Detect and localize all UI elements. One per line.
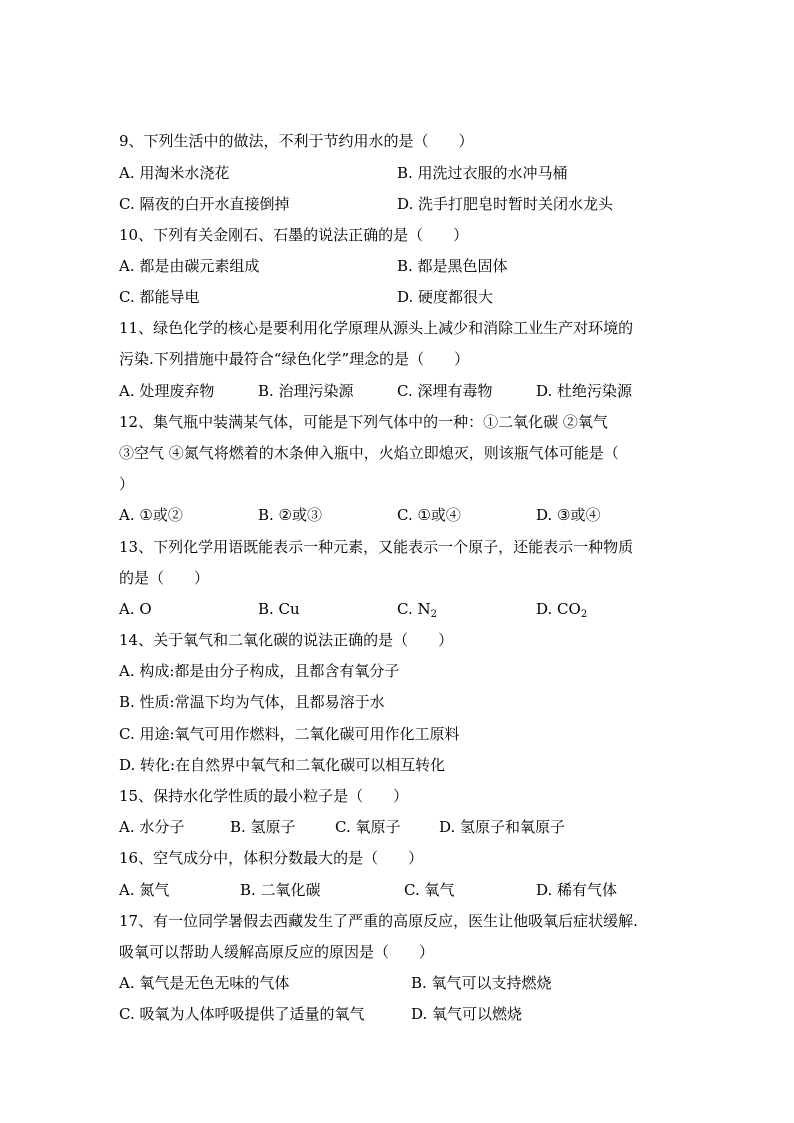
question-14-option-d: D. 转化:在自然界中氧气和二氧化碳可以相互转化	[119, 756, 446, 774]
question-10-option-b: B. 都是黑色固体	[397, 257, 508, 275]
question-16-stem: 16、空气成分中，体积分数最大的是（ ）	[119, 849, 424, 867]
question-14-option-c: C. 用途:氧气可用作燃料，二氧化碳可用作化工原料	[119, 725, 460, 743]
question-10-option-c: C. 都能导电	[119, 288, 200, 306]
question-10-stem: 10、下列有关金刚石、石墨的说法正确的是（ ）	[119, 226, 469, 244]
question-11-option-d: D. 杜绝污染源	[536, 382, 633, 400]
question-11-stem-line-2: 污染.下列措施中最符合“绿色化学”理念的是（ ）	[119, 350, 470, 368]
question-17-option-c: C. 吸氧为人体呼吸提供了适量的氧气	[119, 1005, 365, 1023]
question-12-stem-line-2: ③空气 ④氮气将燃着的木条伸入瓶中，火焰立即熄灭，则该瓶气体可能是（	[119, 444, 619, 462]
question-9-option-c: C. 隔夜的白开水直接倒掉	[119, 195, 290, 213]
question-13-option-c-text: C. N	[397, 600, 431, 618]
question-9-option-b: B. 用洗过衣服的水冲马桶	[397, 164, 568, 182]
question-15-option-c: C. 氧原子	[335, 818, 401, 836]
question-9-stem: 9、下列生活中的做法，不利于节约用水的是（ ）	[119, 132, 474, 150]
question-16-option-a: A. 氮气	[119, 881, 170, 899]
question-11-stem-line-1: 11、绿色化学的核心是要利用化学原理从源头上减少和消除工业生产对环境的	[119, 319, 634, 337]
question-15-option-b: B. 氢原子	[230, 818, 296, 836]
question-13-option-b-text: B. Cu	[258, 600, 300, 618]
question-15-stem: 15、保持水化学性质的最小粒子是（ ）	[119, 787, 409, 805]
question-10-option-d: D. 硬度都很大	[397, 288, 494, 306]
question-16-option-c: C. 氧气	[404, 881, 455, 899]
question-12-stem-line-1: 12、集气瓶中装满某气体，可能是下列气体中的一种：①二氧化碳 ②氧气	[119, 413, 608, 431]
question-13-stem-line-2: 的是（ ）	[119, 569, 210, 587]
question-11-option-c: C. 深埋有毒物	[397, 382, 493, 400]
question-13-option-c-subscript: 2	[430, 609, 437, 620]
question-17-option-d: D. 氧气可以燃烧	[411, 1005, 523, 1023]
question-17-option-b: B. 氧气可以支持燃烧	[411, 974, 552, 992]
question-13-option-d-subscript: 2	[580, 609, 588, 620]
question-12-option-d: D. ③或④	[536, 506, 601, 524]
question-15-option-d: D. 氢原子和氧原子	[439, 818, 566, 836]
question-17-option-a: A. 氧气是无色无味的气体	[119, 974, 290, 992]
question-13-option-a-text: A. O	[119, 600, 152, 618]
question-17-stem-line-1: 17、有一位同学暑假去西藏发生了严重的高原反应，医生让他吸氧后症状缓解.	[119, 912, 638, 930]
question-10-option-a: A. 都是由碳元素组成	[119, 257, 260, 275]
question-12-stem-line-3: ）	[119, 475, 135, 493]
question-12-option-b: B. ②或③	[258, 506, 323, 524]
question-15-option-a: A. 水分子	[119, 818, 185, 836]
question-13-option-a	[119, 599, 152, 619]
question-13-option-b	[258, 599, 300, 619]
question-9-option-a: A. 用淘米水浇花	[119, 164, 230, 182]
question-13-stem-line-1: 13、下列化学用语既能表示一种元素，又能表示一个原子，还能表示一种物质	[119, 538, 634, 556]
question-14-option-a: A. 构成:都是由分子构成，且都含有氧分子	[119, 662, 400, 680]
question-13-option-d	[536, 599, 587, 619]
question-11-option-b: B. 治理污染源	[258, 382, 354, 400]
question-13-option-d-text: D. CO	[536, 600, 581, 618]
question-11-option-a: A. 处理废弃物	[119, 382, 215, 400]
question-12-option-a: A. ①或②	[119, 506, 183, 524]
question-16-option-d: D. 稀有气体	[536, 881, 618, 899]
question-13-option-c	[397, 599, 437, 619]
question-17-stem-line-2: 吸氧可以帮助人缓解高原反应的原因是（ ）	[119, 943, 435, 961]
question-14-option-b: B. 性质:常温下均为气体，且都易溶于水	[119, 693, 385, 711]
question-16-option-b: B. 二氧化碳	[240, 881, 321, 899]
question-9-option-d: D. 洗手打肥皂时暂时关闭水龙头	[397, 195, 614, 213]
question-12-option-c: C. ①或④	[397, 506, 461, 524]
question-14-stem: 14、关于氧气和二氧化碳的说法正确的是（ ）	[119, 631, 454, 649]
